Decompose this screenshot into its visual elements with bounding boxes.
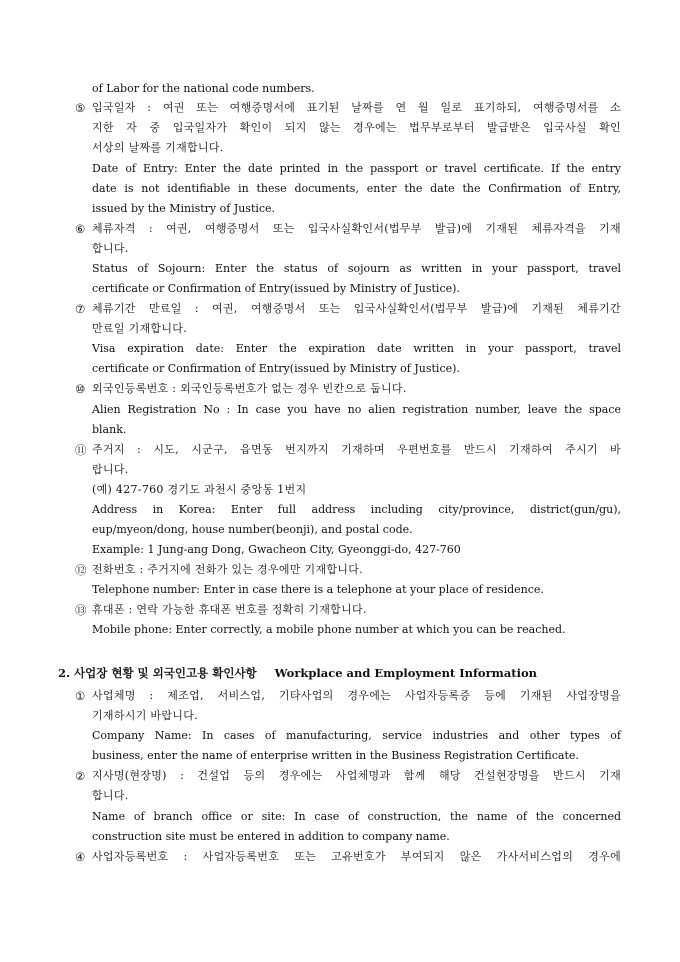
item-11-en-line-2: eup/myeon/dong, house number(beonji), and postal code. <box>92 523 413 536</box>
item-13-en-line-1: Mobile phone: Enter correctly, a mobile phone number at which you can be reached. <box>92 623 566 636</box>
item-7-ko-line-2: 만료일 기재합니다. <box>92 322 188 335</box>
s2-item-2-en-line-2: construction site must be entered in addition to company name. <box>92 830 450 843</box>
item-11-en-line-1: Address in Korea: Enter full address including city/province, district(gun/gu), <box>92 503 621 516</box>
s2-item-1-ko-line-1: 사업체명 : 제조업, 서비스업, 기타사업의 경우에는 사업자등록증 등에 기재된 사업장명을 <box>92 689 621 702</box>
s2-item-1-ko-line-2: 기재하시기 바랍니다. <box>92 709 198 722</box>
item-10-marker: ⑩ <box>75 382 86 396</box>
item-10-en-line-1: Alien Registration No : In case you have no alien registration number, leave the space <box>92 403 621 416</box>
item-6-ko-line-1: 체류자격 : 여권, 여행증명서 또는 입국사실확인서(법무부 발급)에 기재된 체류자격을 기재 <box>92 222 621 235</box>
s2-item-2-ko-line-2: 합니다. <box>92 789 129 802</box>
item-12-ko-line-1: 전화번호 : 주거지에 전화가 있는 경우에만 기재합니다. <box>92 563 363 576</box>
item-5-en-line-3: issued by the Ministry of Justice. <box>92 202 276 215</box>
item-5-ko-line-1: 입국일자 : 여권 또는 여행증명서에 표기된 날짜를 연 월 일로 표기하되, 여행증명서를 소 <box>92 101 621 114</box>
item-11-ko-line-2: 랍니다. <box>92 463 129 476</box>
item-5-ko-line-2: 지한 자 중 입국일자가 확인이 되지 않는 경우에는 법무부로부터 발급받은 입국사실 확인 <box>92 121 621 134</box>
s2-item-4-ko-line-1: 사업자등록번호 : 사업자등록번호 또는 고유번호가 부여되지 않은 가사서비스업의 경우에 <box>92 850 621 863</box>
item-5-en-line-1: Date of Entry: Enter the date printed in the passport or travel certificate. If the entry <box>92 162 621 175</box>
section-2-heading <box>58 666 537 681</box>
s2-item-4-marker: ④ <box>75 850 86 864</box>
s2-item-2-ko-line-1: 지사명(현장명) : 건설업 등의 경우에는 사업체명과 함께 해당 건설현장명을 반드시 기재 <box>92 769 621 782</box>
item-5-marker: ⑤ <box>75 101 86 115</box>
section-2-title-ko: 2. 사업장 현황 및 외국인고용 확인사항 <box>58 666 257 680</box>
item-5-en-line-2: date is not identifiable in these documents, enter the date the Confirmation of Entry, <box>92 182 621 195</box>
item-12-marker: ⑫ <box>75 563 87 577</box>
item-7-en-line-2: certificate or Confirmation of Entry(issued by Ministry of Justice). <box>92 362 460 375</box>
item-6-marker: ⑥ <box>75 222 86 236</box>
s2-item-1-marker: ① <box>75 689 86 703</box>
item-6-en-line-1: Status of Sojourn: Enter the status of sojourn as written in your passport, travel <box>92 262 621 275</box>
item-11-ko-line-1: 주거지 : 시도, 시군구, 읍면동 번지까지 기재하며 우편번호를 반드시 기재하여 주시기 바 <box>92 443 621 456</box>
intro-line: of Labor for the national code numbers. <box>92 82 315 95</box>
item-13-ko-line-1: 휴대폰 : 연락 가능한 휴대폰 번호를 정확히 기재합니다. <box>92 603 367 616</box>
item-6-en-line-2: certificate or Confirmation of Entry(issued by Ministry of Justice). <box>92 282 460 295</box>
item-10-ko-line-1: 외국인등록번호 : 외국인등록번호가 없는 경우 빈칸으로 둡니다. <box>92 382 407 395</box>
item-13-marker: ⑬ <box>75 603 87 617</box>
s2-item-2-en-line-1: Name of branch office or site: In case of construction, the name of the concerned <box>92 810 621 823</box>
item-7-en-line-1: Visa expiration date: Enter the expiration date written in your passport, travel <box>92 342 621 355</box>
item-5-ko-line-3: 서상의 날짜를 기재합니다. <box>92 141 224 154</box>
item-11-example-en: Example: 1 Jung-ang Dong, Gwacheon City, Gyeonggi-do, 427-760 <box>92 543 461 556</box>
item-11-example-ko: (예) 427-760 경기도 과천시 중앙동 1번지 <box>92 483 307 496</box>
section-2-title-en: Workplace and Employment Information <box>274 666 537 680</box>
s2-item-2-marker: ② <box>75 769 86 783</box>
item-10-en-line-2: blank. <box>92 423 127 436</box>
s2-item-1-en-line-2: business, enter the name of enterprise written in the Business Registration Certificate. <box>92 749 579 762</box>
item-6-ko-line-2: 합니다. <box>92 242 129 255</box>
item-7-marker: ⑦ <box>75 302 86 316</box>
item-7-ko-line-1: 체류기간 만료일 : 여권, 여행증명서 또는 입국사실확인서(법무부 발급)에 기재된 체류기간 <box>92 302 621 315</box>
item-12-en-line-1: Telephone number: Enter in case there is a telephone at your place of residence. <box>92 583 544 596</box>
s2-item-1-en-line-1: Company Name: In cases of manufacturing, service industries and other types of <box>92 729 621 742</box>
item-11-marker: ⑪ <box>75 443 87 457</box>
